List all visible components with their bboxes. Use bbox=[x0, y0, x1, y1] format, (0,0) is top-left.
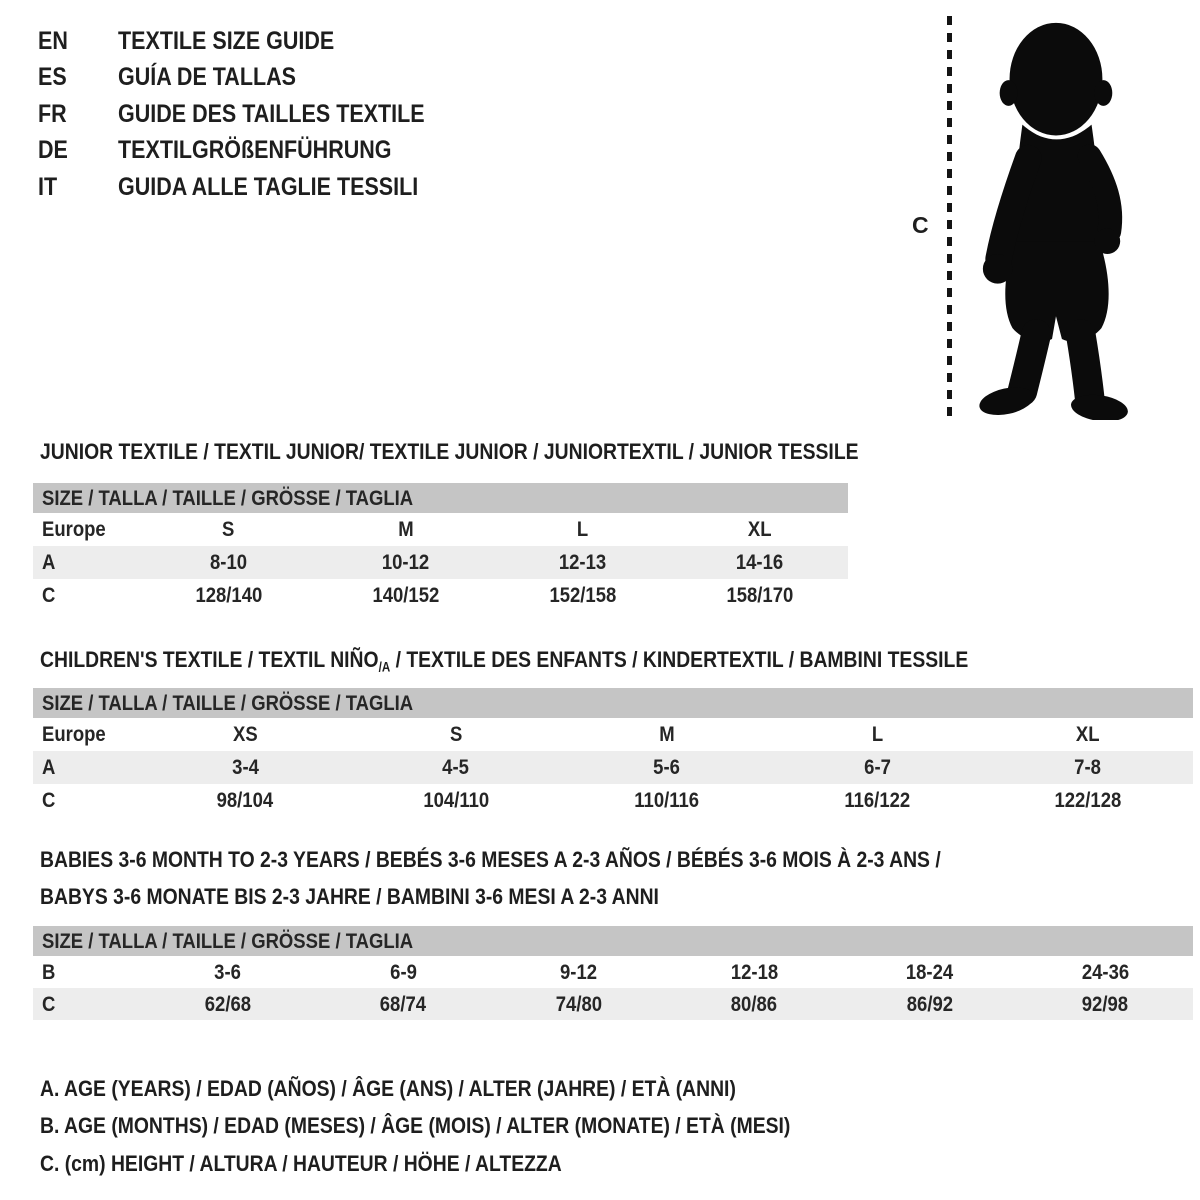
language-code: DE bbox=[38, 136, 68, 165]
size-value: L bbox=[871, 722, 883, 746]
height-value: 92/98 bbox=[1082, 991, 1129, 1016]
legend-item-a: A. AGE (YEARS) / EDAD (AÑOS) / ÂGE (ANS) / ALTER (JAHRE) / ETÀ (ANNI) bbox=[40, 1075, 736, 1101]
region-label: Europe bbox=[42, 722, 106, 746]
babies-size-table bbox=[33, 926, 1193, 1020]
language-code: IT bbox=[38, 172, 58, 201]
size-header-label: SIZE / TALLA / TAILLE / GRÖSSE / TAGLIA bbox=[42, 485, 414, 510]
junior-table-header bbox=[33, 483, 848, 513]
height-value: 128/140 bbox=[195, 583, 262, 607]
size-value: XS bbox=[232, 722, 258, 746]
height-value: 86/92 bbox=[906, 991, 953, 1016]
age-value: 10-12 bbox=[381, 550, 430, 574]
age-months-value: 3-6 bbox=[214, 959, 242, 984]
size-value: S bbox=[222, 517, 235, 541]
legend-item-c: C. (cm) HEIGHT / ALTURA / HAUTEUR / HÖHE / ALTEZZA bbox=[40, 1150, 562, 1176]
language-title-list bbox=[38, 23, 475, 206]
babies-table-header bbox=[33, 926, 1193, 956]
language-row-en bbox=[38, 23, 475, 60]
height-value: 98/104 bbox=[217, 788, 274, 812]
row-label-c: C bbox=[42, 583, 56, 607]
babies-title-line1: BABIES 3-6 MONTH TO 2-3 YEARS / BEBÉS 3-6 MESES A 2-3 AÑOS / BÉBÉS 3-6 MOIS À 2-3 ANS / bbox=[40, 847, 941, 872]
age-value: 7-8 bbox=[1074, 755, 1102, 779]
guide-title-it: GUIDA ALLE TAGLIE TESSILI bbox=[118, 172, 419, 201]
age-months-value: 12-18 bbox=[730, 959, 778, 984]
height-value: 62/68 bbox=[204, 991, 251, 1016]
size-header-label: SIZE / TALLA / TAILLE / GRÖSSE / TAGLIA bbox=[42, 928, 414, 953]
guide-title-fr: GUIDE DES TAILLES TEXTILE bbox=[118, 99, 425, 128]
children-age-row bbox=[33, 751, 1193, 784]
guide-title-en: TEXTILE SIZE GUIDE bbox=[118, 26, 335, 55]
height-value: 74/80 bbox=[555, 991, 602, 1016]
size-value: XL bbox=[1075, 722, 1100, 746]
age-value: 5-6 bbox=[653, 755, 680, 779]
size-value: XL bbox=[747, 517, 772, 541]
size-value: M bbox=[658, 722, 675, 746]
babies-section-title bbox=[40, 841, 1087, 915]
age-value: 4-5 bbox=[442, 755, 470, 779]
height-value: 68/74 bbox=[380, 991, 427, 1016]
size-header-label: SIZE / TALLA / TAILLE / GRÖSSE / TAGLIA bbox=[42, 690, 414, 715]
guide-title-de: TEXTILGRÖßENFÜHRUNG bbox=[118, 136, 392, 165]
children-height-row bbox=[33, 784, 1193, 817]
language-code: EN bbox=[38, 26, 68, 55]
row-label-b: B bbox=[42, 959, 56, 984]
junior-section-title bbox=[40, 433, 992, 470]
children-section-title bbox=[40, 641, 1119, 686]
height-value: 104/110 bbox=[422, 788, 489, 812]
height-value: 158/170 bbox=[726, 583, 793, 607]
height-measure-label: C bbox=[912, 212, 929, 238]
junior-age-row bbox=[33, 546, 848, 579]
age-value: 14-16 bbox=[735, 550, 784, 574]
children-table-header bbox=[33, 688, 1193, 718]
row-label-a: A bbox=[42, 550, 56, 574]
language-row-it bbox=[38, 169, 475, 206]
height-value: 122/128 bbox=[1054, 788, 1122, 812]
children-sizes-row bbox=[33, 718, 1193, 751]
height-value: 116/122 bbox=[844, 788, 911, 812]
age-value: 12-13 bbox=[558, 550, 607, 574]
babies-title-line2: BABYS 3-6 MONATE BIS 2-3 JAHRE / BAMBINI 3-6 MESI A 2-3 ANNI bbox=[40, 884, 659, 909]
age-months-value: 9-12 bbox=[560, 959, 598, 984]
legend-item-b: B. AGE (MONTHS) / EDAD (MESES) / ÂGE (MOIS) / ALTER (MONATE) / ETÀ (MESI) bbox=[40, 1113, 791, 1139]
children-size-table bbox=[33, 688, 1193, 817]
size-value: S bbox=[449, 722, 463, 746]
language-code: ES bbox=[38, 63, 67, 92]
height-value: 110/116 bbox=[634, 788, 699, 812]
height-value: 152/158 bbox=[549, 583, 616, 607]
guide-title-es: GUÍA DE TALLAS bbox=[118, 63, 296, 92]
children-title-subscript: /A bbox=[378, 659, 391, 675]
age-months-value: 6-9 bbox=[389, 959, 417, 984]
language-row-de bbox=[38, 133, 475, 170]
age-value: 3-4 bbox=[231, 755, 259, 779]
children-title-text: CHILDREN'S TEXTILE / TEXTIL $NIÑO_{/A}$ / TEXTILE DES ENFANTS / KINDERTEXTIL / BAMBINI TESSILE bbox=[40, 647, 969, 675]
row-label-c: C bbox=[42, 991, 56, 1016]
language-row-fr bbox=[38, 96, 475, 133]
height-value: 80/86 bbox=[731, 991, 778, 1016]
age-months-value: 24-36 bbox=[1081, 959, 1129, 984]
language-code: FR bbox=[38, 99, 67, 128]
toddler-silhouette-icon bbox=[960, 10, 1148, 420]
junior-title-text: JUNIOR TEXTILE / TEXTIL JUNIOR/ TEXTILE JUNIOR / JUNIORTEXTIL / JUNIOR TESSILE bbox=[40, 439, 859, 464]
row-label-a: A bbox=[42, 755, 56, 779]
measurement-legend bbox=[40, 1070, 912, 1183]
babies-height-row bbox=[33, 988, 1193, 1020]
size-value: M bbox=[397, 517, 414, 541]
age-value: 8-10 bbox=[209, 550, 248, 574]
junior-height-row bbox=[33, 579, 848, 612]
height-measure-dashed-line bbox=[947, 16, 952, 416]
language-row-es bbox=[38, 60, 475, 97]
height-value: 140/152 bbox=[372, 583, 439, 607]
junior-size-table bbox=[33, 483, 848, 612]
junior-sizes-row bbox=[33, 513, 848, 546]
region-label: Europe bbox=[42, 517, 106, 541]
size-value: L bbox=[576, 517, 589, 541]
row-label-c: C bbox=[42, 788, 56, 812]
age-months-value: 18-24 bbox=[906, 959, 954, 984]
age-value: 6-7 bbox=[863, 755, 891, 779]
babies-age-row bbox=[33, 956, 1193, 988]
